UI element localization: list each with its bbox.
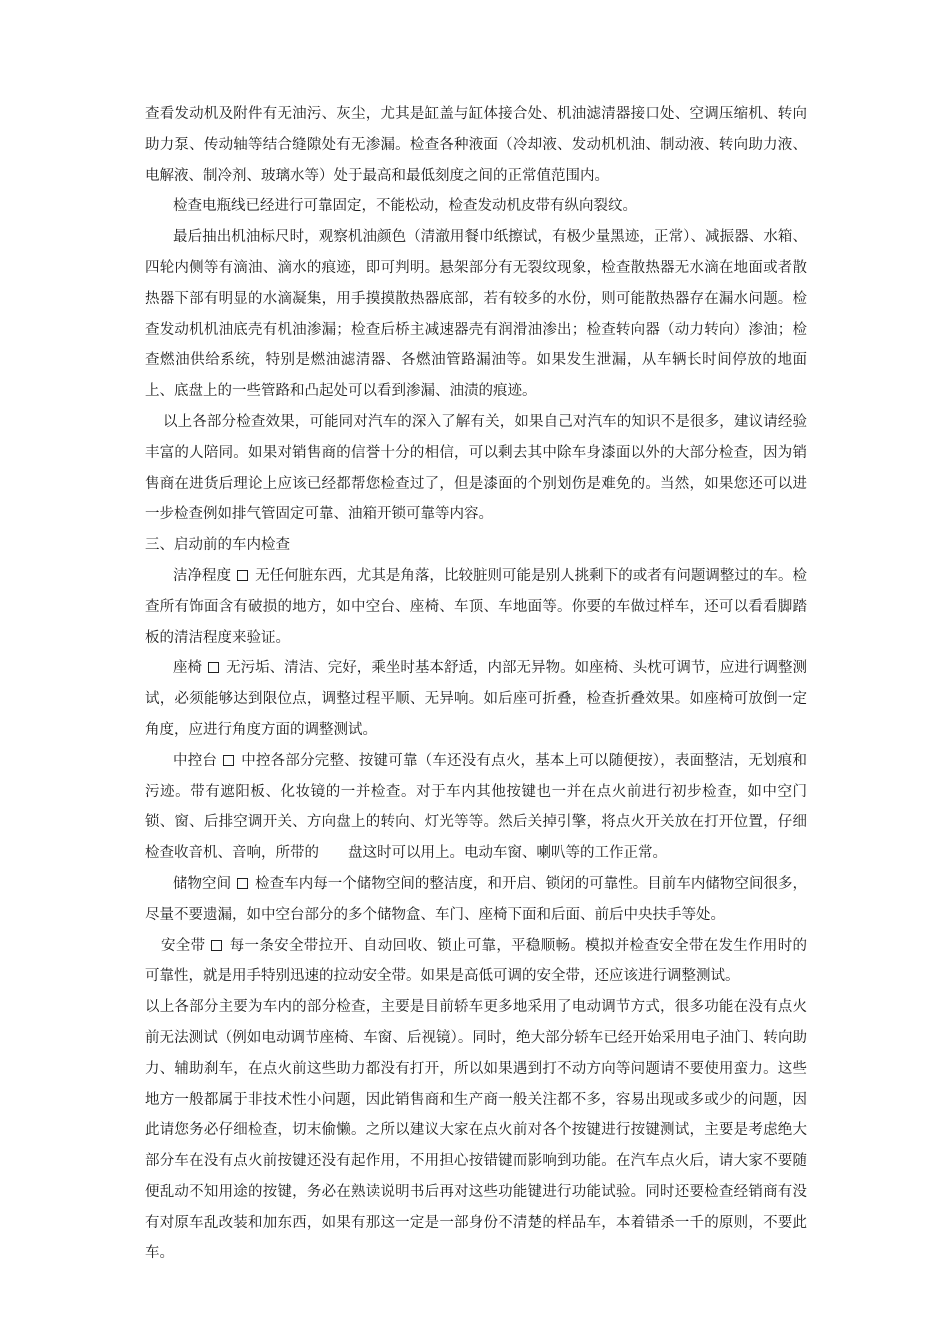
- checkbox-icon[interactable]: [208, 662, 219, 673]
- document-body: [145, 99, 807, 1269]
- paragraph-summary-exterior: 以上各部分检查效果，可能同对汽车的深入了解有关，如果自己对汽车的知识不是很多，建议请经验丰富的人陪同。如果对销售商的信誉十分的相信，可以剩去其中除车身漆面以外的大部分检查，因为销售商在进货后理论上应该已经都帮您检查过了，但是漆面的个别划伤是难免的。当然，如果您还可以进一步检查例如排气管固定可靠、油箱开锁可靠等内容。: [145, 413, 807, 523]
- checklist-label: 安全带: [161, 937, 206, 954]
- paragraph-oil-dipstick-check: 最后抽出机油标尺时，观察机油颜色（清澈用餐巾纸擦试，有极少量黑迹，正常）、减振器、水箱、四轮内侧等有滴油、滴水的痕迹，即可判明。悬架部分有无裂纹现象，检查散热器无水滴在地面或者散热器下部有明显的水滴凝集，用手摸摸散热器底部，若有较多的水份，则可能散热器存在漏水问题。检查发动机机油底壳有机油渗漏；检查后桥主减速器壳有润滑油渗出；检查转向器（动力转向）渗油；检查燃油供给系统，特别是燃油滤清器、各燃油管路漏油等。如果发生泄漏，从车辆长时间停放的地面上、底盘上的一些管路和凸起处可以看到渗漏、油渍的痕迹。: [145, 229, 807, 400]
- section-heading-interior: 三、启动前的车内检查: [145, 537, 290, 554]
- checklist-text: 检查车内每一个储物空间的整洁度，和开启、锁闭的可靠性。目前车内储物空间很多，尽量不要遗漏，如中空台部分的多个储物盒、车门、座椅下面和后面、前后中央扶手等处。: [145, 875, 808, 923]
- checklist-item-center-console: [145, 746, 807, 869]
- checkbox-icon[interactable]: [211, 940, 222, 951]
- checklist-label: 储物空间: [173, 875, 232, 892]
- checklist-text: 无任何脏东西，尤其是角落，比较脏则可能是别人挑剩下的或者有问题调整过的车。检查所有饰面含有破损的地方，如中空台、座椅、车顶、车地面等。你要的车做过样车，还可以看看脚踏板的清洁程度来验证。: [145, 567, 808, 646]
- paragraph-battery-check: 检查电瓶线已经进行可靠固定，不能松动，检查发动机皮带有纵向裂纹。: [173, 198, 637, 215]
- checklist-label: 洁净程度: [173, 567, 232, 584]
- paragraph-summary-interior: 以上各部分主要为车内的部分检查，主要是目前轿车更多地采用了电动调节方式，很多功能在没有点火前无法测试（例如电动调节座椅、车窗、后视镜）。同时，绝大部分轿车已经开始采用电子油门、转向助力、辅助刹车，在点火前这些助力都没有打开，所以如果遇到打不动方向等问题请不要使用蛮力。这些地方一般都属于非技术性小问题，因此销售商和生产商一般关注都不多，容易出现或多或少的问题，因此请您务必仔细检查，切末偷懒。之所以建议大家在点火前对各个按键进行按键测试，主要是考虑绝大部分车在没有点火前按键还没有起作用，不用担心按错键而影响到功能。在汽车点火后，请大家不要随便乱动不知用途的按键，务必在熟读说明书后再对这些功能键进行功能试验。同时还要检查经销商有没有对原车乱改装和加东西，如果有那这一定是一部身份不清楚的样品车，本着错杀一千的原则，不要此车。: [145, 999, 807, 1262]
- checklist-item-storage: [145, 869, 807, 931]
- checklist-item-seatbelt: [145, 931, 807, 993]
- checklist-text: 每一条安全带拉开、自动回收、锁止可靠，平稳顺畅。模拟并检查安全带在发生作用时的可靠性，就是用手特别迅速的拉动安全带。如果是高低可调的安全带，还应该进行调整测试。: [145, 937, 808, 985]
- paragraph-engine-leak-check: 查看发动机及附件有无油污、灰尘，尤其是缸盖与缸体接合处、机油滤清器接口处、空调压缩机、转向助力泵、传动轴等结合缝隙处有无渗漏。检查各种液面（冷却液、发动机机油、制动液、转向助力液、电解液、制冷剂、玻璃水等）处于最高和最低刻度之间的正常值范围内。: [145, 106, 807, 184]
- checklist-text: 中控各部分完整、按键可靠（车还没有点火，基本上可以随便按），表面整洁，无划痕和污迹。带有遮阳板、化妆镜的一并检查。对于车内其他按键也一并在点火前进行初步检查，如中空门锁、窗、后排空调开关、方向盘上的转向、灯光等等。然后关掉引擎，将点火开关放在打开位置，仔细检查收音机、音响，所带的 盘这时可以用上。电动车窗、喇叭等的工作正常。: [145, 752, 808, 862]
- checkbox-icon[interactable]: [237, 878, 248, 889]
- checklist-item-seats: [145, 653, 807, 745]
- checklist-item-cleanliness: [145, 561, 807, 653]
- checklist-text: 无污垢、清洁、完好，乘坐时基本舒适，内部无异物。如座椅、头枕可调节，应进行调整测试，必须能够达到限位点，调整过程平顺、无异响。如后座可折叠，检查折叠效果。如座椅可放倒一定角度，应进行角度方面的调整测试。: [145, 660, 808, 738]
- checklist-label: 中控台: [173, 752, 218, 769]
- checkbox-icon[interactable]: [237, 570, 248, 581]
- checkbox-icon[interactable]: [223, 755, 234, 766]
- checklist-label: 座椅: [173, 660, 203, 677]
